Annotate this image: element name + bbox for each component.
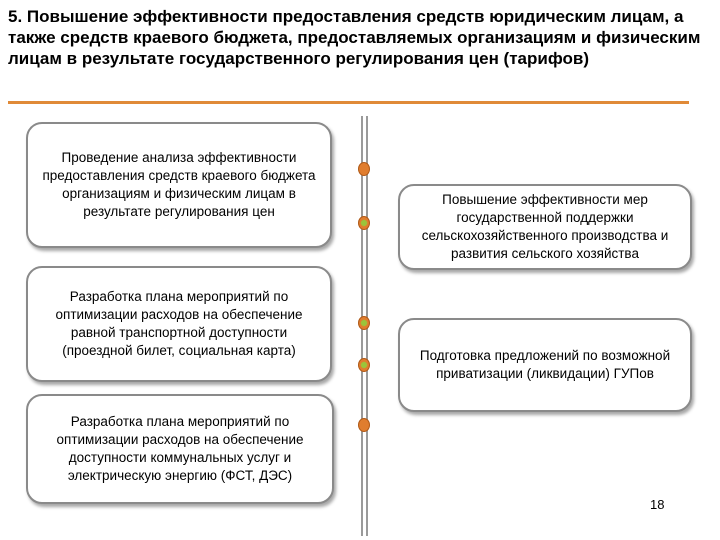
box-agriculture-support-text: Повышение эффективности мер государственной поддержки сельскохозяйственного производства и развития сельского хозяйства: [421, 192, 669, 261]
box-transport-plan: [26, 266, 332, 382]
box-utilities-plan: [26, 394, 334, 504]
slide-title: 5. Повышение эффективности предоставления средств юридическим лицам, а также средств краевого бюджета, предоставляемых организациям и физическим лицам в результате государственного регулирования цен (тарифов): [8, 7, 701, 68]
connector-dot-3: [358, 316, 370, 330]
connector-dot-2: [358, 216, 370, 230]
box-agriculture-support: [398, 184, 692, 270]
title-underline: [8, 101, 689, 104]
page-number: 18: [650, 497, 665, 512]
connector-dot-4: [358, 358, 370, 372]
box-transport-plan-text: Разработка плана мероприятий по оптимизации расходов на обеспечение равной транспортной доступности (проездной билет, социальная карта): [55, 289, 303, 358]
box-privatization: [398, 318, 692, 412]
box-analysis-text: Проведение анализа эффективности предоставления средств краевого бюджета организациям и физическим лицам в результате регулирования цен: [42, 150, 316, 219]
box-analysis: [26, 122, 332, 248]
box-privatization-text: Подготовка предложений по возможной приватизации (ликвидации) ГУПов: [419, 348, 671, 381]
connector-dot-1: [358, 162, 370, 176]
connector-dot-5: [358, 418, 370, 432]
box-utilities-plan-text: Разработка плана мероприятий по оптимизации расходов на обеспечение доступности коммунальных услуг и электрическую энергию (ФСТ, ДЭС): [56, 414, 304, 483]
